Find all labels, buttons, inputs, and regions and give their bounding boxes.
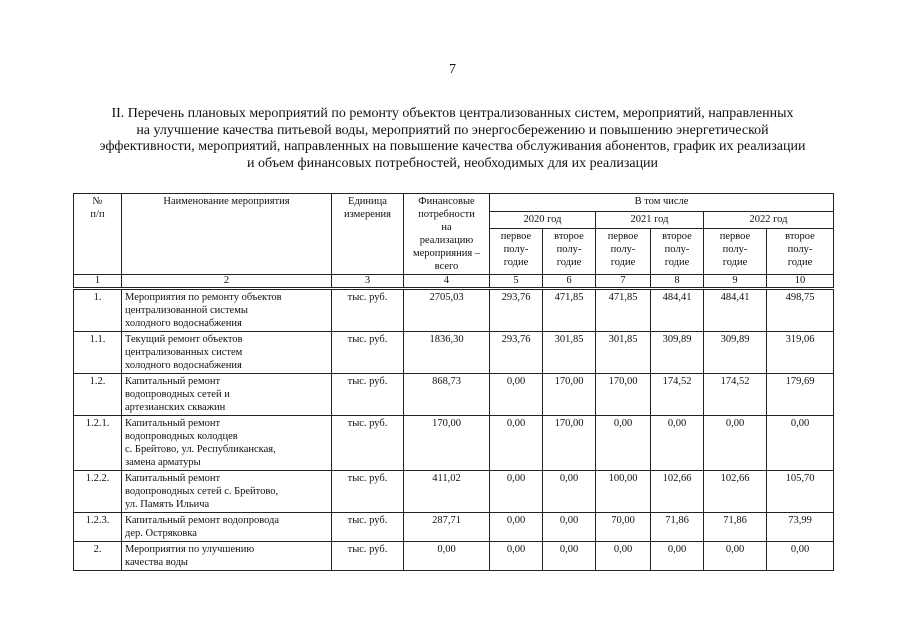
row-number: 1.1.: [74, 332, 122, 374]
row-value: 293,76: [490, 332, 543, 374]
header-first-half: первое полу- годие: [596, 229, 651, 275]
column-number: 4: [404, 275, 490, 289]
row-name: [122, 374, 332, 416]
header-year-2022: 2022 год: [704, 211, 834, 229]
header-second-half: второе полу- годие: [651, 229, 704, 275]
row-unit: тыс. руб.: [332, 332, 404, 374]
row-value: 100,00: [596, 471, 651, 513]
row-value: 0,00: [651, 542, 704, 571]
row-number: 1.2.2.: [74, 471, 122, 513]
row-value: 301,85: [596, 332, 651, 374]
column-number: 8: [651, 275, 704, 289]
row-unit: тыс. руб.: [332, 471, 404, 513]
column-number: 2: [122, 275, 332, 289]
column-number: 6: [543, 275, 596, 289]
row-name-line: Мероприятия по улучшению: [125, 544, 255, 555]
row-value: 174,52: [651, 374, 704, 416]
row-value: 0,00: [704, 542, 767, 571]
row-unit: тыс. руб.: [332, 542, 404, 571]
row-name-line: Капитальный ремонт: [125, 418, 221, 429]
column-number: 10: [767, 275, 834, 289]
row-value: 0,00: [596, 542, 651, 571]
header-unit: Единица измерения: [332, 194, 404, 275]
header-second-half: второе полу- годие: [543, 229, 596, 275]
row-value: 0,00: [543, 542, 596, 571]
row-value: 0,00: [490, 542, 543, 571]
row-name-line: холодного водоснабжения: [125, 360, 242, 371]
row-value: 471,85: [596, 289, 651, 332]
header-name: Наименование мероприятия: [122, 194, 332, 275]
row-unit: тыс. руб.: [332, 416, 404, 471]
row-number: 2.: [74, 542, 122, 571]
section-heading: [50, 106, 855, 172]
row-value: 484,41: [704, 289, 767, 332]
row-total: 868,73: [404, 374, 490, 416]
header-first-half: первое полу- годие: [490, 229, 543, 275]
row-name-line: водопроводных сетей и: [125, 389, 230, 400]
column-number: 3: [332, 275, 404, 289]
row-value: 0,00: [490, 513, 543, 542]
row-name-line: замена арматуры: [125, 457, 201, 468]
row-value: 0,00: [490, 416, 543, 471]
row-value: 309,89: [704, 332, 767, 374]
row-value: 102,66: [704, 471, 767, 513]
row-name: [122, 416, 332, 471]
row-value: 170,00: [543, 416, 596, 471]
row-number: 1.2.3.: [74, 513, 122, 542]
column-number: 9: [704, 275, 767, 289]
row-total: 411,02: [404, 471, 490, 513]
row-total: 1836,30: [404, 332, 490, 374]
heading-line: на улучшение качества питьевой воды, мероприятий по энергосбережению и повышению энергетической: [136, 122, 769, 138]
row-value: 471,85: [543, 289, 596, 332]
row-value: 484,41: [651, 289, 704, 332]
row-value: 0,00: [543, 471, 596, 513]
row-name-line: Мероприятия по ремонту объектов: [125, 292, 282, 303]
column-number: 5: [490, 275, 543, 289]
row-name-line: централизованных систем: [125, 347, 243, 358]
row-name-line: Капитальный ремонт: [125, 473, 221, 484]
row-value: 293,76: [490, 289, 543, 332]
row-value: 0,00: [767, 416, 834, 471]
row-value: 170,00: [543, 374, 596, 416]
header-second-half: второе полу- годие: [767, 229, 834, 275]
row-name-line: с. Брейтово, ул. Республиканская,: [125, 444, 276, 455]
row-total: 0,00: [404, 542, 490, 571]
row-value: 0,00: [490, 471, 543, 513]
heading-line: и объем финансовых потребностей, необходимых для их реализации: [246, 155, 659, 171]
table-row: [74, 374, 834, 416]
heading-line: эффективности, мероприятий, направленных на повышение качества обслуживания абонентов, график их реализации: [99, 139, 806, 154]
row-value: 70,00: [596, 513, 651, 542]
row-value: 105,70: [767, 471, 834, 513]
row-value: 71,86: [704, 513, 767, 542]
row-value: 319,06: [767, 332, 834, 374]
row-total: 287,71: [404, 513, 490, 542]
row-total: 2705,03: [404, 289, 490, 332]
row-value: 0,00: [543, 513, 596, 542]
row-value: 71,86: [651, 513, 704, 542]
row-name: [122, 513, 332, 542]
row-name-line: качества воды: [125, 557, 188, 568]
row-value: 170,00: [596, 374, 651, 416]
row-value: 309,89: [651, 332, 704, 374]
table-row: [74, 416, 834, 471]
table-row: [74, 289, 834, 332]
row-name-line: дер. Остряковка: [125, 528, 197, 539]
row-name-line: Капитальный ремонт водопровода: [125, 515, 280, 526]
row-name-line: централизованной системы: [125, 305, 248, 316]
row-value: 73,99: [767, 513, 834, 542]
table-row: [74, 513, 834, 542]
header-num: № п/п: [74, 194, 122, 275]
table-row: [74, 542, 834, 571]
heading-line: II. Перечень плановых мероприятий по ремонту объектов централизованных систем, мероприятий, направленных: [111, 106, 794, 121]
table-row: [74, 471, 834, 513]
header-including: В том числе: [490, 194, 834, 212]
row-name: [122, 542, 332, 571]
row-unit: тыс. руб.: [332, 513, 404, 542]
row-value: 301,85: [543, 332, 596, 374]
row-name: [122, 471, 332, 513]
measures-table: [73, 193, 834, 571]
row-value: 174,52: [704, 374, 767, 416]
column-numbers-row: [74, 275, 834, 289]
row-value: 0,00: [704, 416, 767, 471]
row-value: 0,00: [490, 374, 543, 416]
row-unit: тыс. руб.: [332, 374, 404, 416]
row-name-line: водопроводных сетей с. Брейтово,: [125, 486, 279, 497]
page-number: 7: [449, 62, 456, 77]
row-value: 498,75: [767, 289, 834, 332]
header-year-2020: 2020 год: [490, 211, 596, 229]
row-name: [122, 289, 332, 332]
header-row: [74, 194, 834, 212]
row-name-line: водопроводных колодцев: [125, 431, 238, 442]
row-number: 1.2.1.: [74, 416, 122, 471]
table-row: [74, 332, 834, 374]
column-number: 7: [596, 275, 651, 289]
header-first-half: первое полу- годие: [704, 229, 767, 275]
column-number: 1: [74, 275, 122, 289]
row-total: 170,00: [404, 416, 490, 471]
row-value: 0,00: [767, 542, 834, 571]
row-value: 0,00: [651, 416, 704, 471]
header-finance: Финансовые потребности на реализацию мероприяния – всего: [404, 194, 490, 275]
row-name-line: Капитальный ремонт: [125, 376, 221, 387]
row-name-line: артезианских скважин: [125, 402, 226, 413]
row-number: 1.2.: [74, 374, 122, 416]
header-year-2021: 2021 год: [596, 211, 704, 229]
row-name-line: холодного водоснабжения: [125, 318, 242, 329]
row-number: 1.: [74, 289, 122, 332]
row-unit: тыс. руб.: [332, 289, 404, 332]
row-value: 102,66: [651, 471, 704, 513]
row-value: 179,69: [767, 374, 834, 416]
row-name: [122, 332, 332, 374]
row-value: 0,00: [596, 416, 651, 471]
row-name-line: ул. Память Ильича: [125, 499, 210, 510]
row-name-line: Текущий ремонт объектов: [125, 334, 243, 345]
